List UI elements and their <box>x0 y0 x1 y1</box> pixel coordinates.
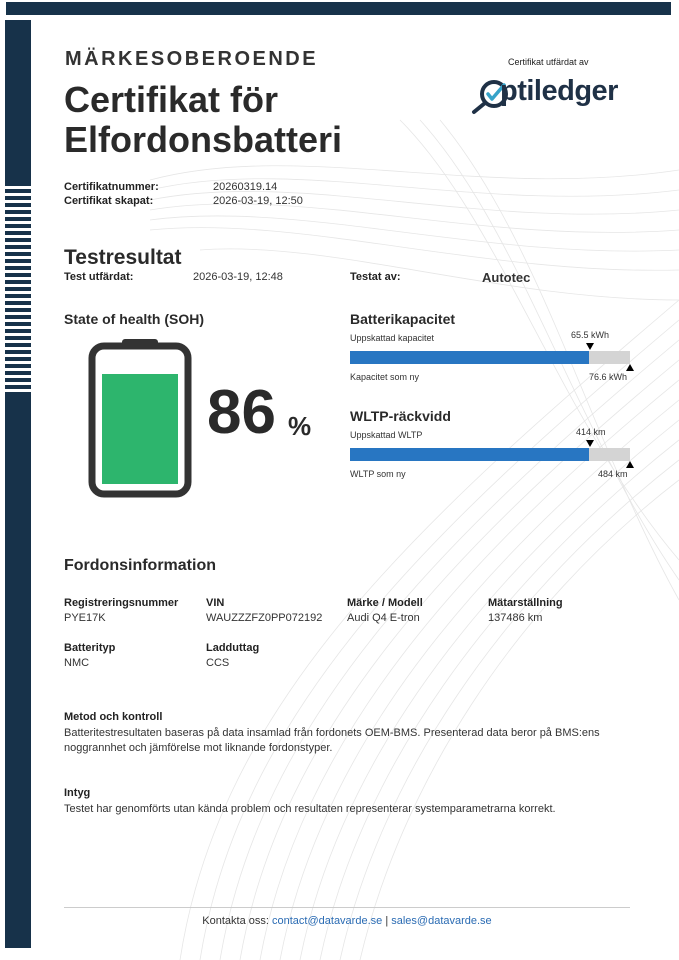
side-accent-bar <box>5 20 31 948</box>
footer-prefix: Kontakta oss: <box>202 915 269 927</box>
capacity-estimated-marker <box>586 343 594 350</box>
capacity-estimated-label: Uppskattad kapacitet <box>350 333 435 343</box>
issued-by-label: Certifikat utfärdat av <box>508 57 589 67</box>
page-title: Certifikat för Elfordonsbatteri <box>64 79 343 160</box>
vehicle-field-label: VIN <box>206 597 225 609</box>
soh-unit: % <box>288 411 312 441</box>
test-performed-label: Test utfärdat: <box>64 271 134 283</box>
sales-email-link[interactable]: sales@datavarde.se <box>391 915 492 927</box>
document-kicker: MÄRKESOBEROENDE <box>65 48 319 70</box>
wltp-new-label: WLTP som ny <box>350 469 406 479</box>
attest-text: Testet har genomförts utan kända problem och resultaten representerar systemparametrarna korrekt. <box>64 803 556 815</box>
capacity-bar-fill <box>350 351 589 364</box>
make-model-value: Audi Q4 E-tron <box>347 612 420 624</box>
wltp-estimated-marker <box>586 440 594 447</box>
soh-heading: State of health (SOH) <box>64 311 205 327</box>
battery-icon <box>88 338 192 498</box>
vin-value: WAUZZZFZ0PP072192 <box>206 612 323 624</box>
wltp-new-value: 484 km <box>598 469 628 479</box>
footer-divider <box>64 907 630 908</box>
vehicle-info-heading: Fordonsinformation <box>64 557 216 574</box>
wltp-bar-fill <box>350 448 589 461</box>
footer-contact <box>64 915 630 927</box>
tested-by-label: Testat av: <box>350 271 401 283</box>
logo-text: ptiledger <box>500 75 618 107</box>
test-performed-value: 2026-03-19, 12:48 <box>193 271 283 283</box>
certificate-created: 2026-03-19, 12:50 <box>213 195 303 207</box>
registration-number: PYE17K <box>64 612 106 624</box>
capacity-new-marker <box>626 364 634 371</box>
capacity-estimated-value: 65.5 kWh <box>571 330 610 340</box>
capacity-new-value: 76.6 kWh <box>589 372 628 382</box>
certificate-number-label: Certifikatnummer: <box>64 181 159 193</box>
test-results-heading: Testresultat <box>64 246 182 269</box>
odometer-value: 137486 km <box>488 612 543 624</box>
certificate-created-label: Certifikat skapat: <box>64 195 154 207</box>
wltp-estimated-value: 414 km <box>576 427 606 437</box>
vehicle-field-label: Ladduttag <box>206 642 260 654</box>
optiledger-logo <box>470 74 630 118</box>
capacity-new-label: Kapacitet som ny <box>350 372 420 382</box>
capacity-heading: Batterikapacitet <box>350 311 456 327</box>
method-text: Batteritestresultaten baseras på data insamlad från fordonets OEM-BMS. Presenterad data beror på BMS:ens noggrannhet och jämförelse mot liknande fordonstyper. <box>64 727 600 754</box>
method-heading: Metod och kontroll <box>64 711 163 723</box>
vehicle-field-label: Batterityp <box>64 642 116 654</box>
wltp-bar <box>350 448 630 461</box>
wltp-estimated-label: Uppskattad WLTP <box>350 430 423 440</box>
vehicle-field-label: Registreringsnummer <box>64 597 179 609</box>
footer-separator: | <box>385 915 389 927</box>
vehicle-field-label: Mätarställning <box>488 597 563 609</box>
side-stripes <box>5 182 31 396</box>
top-accent-bar <box>6 2 671 15</box>
wltp-heading: WLTP-räckvidd <box>350 408 451 424</box>
battery-type-value: NMC <box>64 657 90 669</box>
tested-by-value: Autotec <box>482 270 531 285</box>
charging-port-value: CCS <box>206 657 230 669</box>
attest-heading: Intyg <box>64 787 91 799</box>
certificate-number: 20260319.14 <box>213 181 278 193</box>
capacity-bar <box>350 351 630 364</box>
contact-email-link[interactable]: contact@datavarde.se <box>272 915 383 927</box>
vehicle-field-label: Märke / Modell <box>347 597 423 609</box>
wltp-new-marker <box>626 461 634 468</box>
soh-value: 86 <box>207 378 276 447</box>
